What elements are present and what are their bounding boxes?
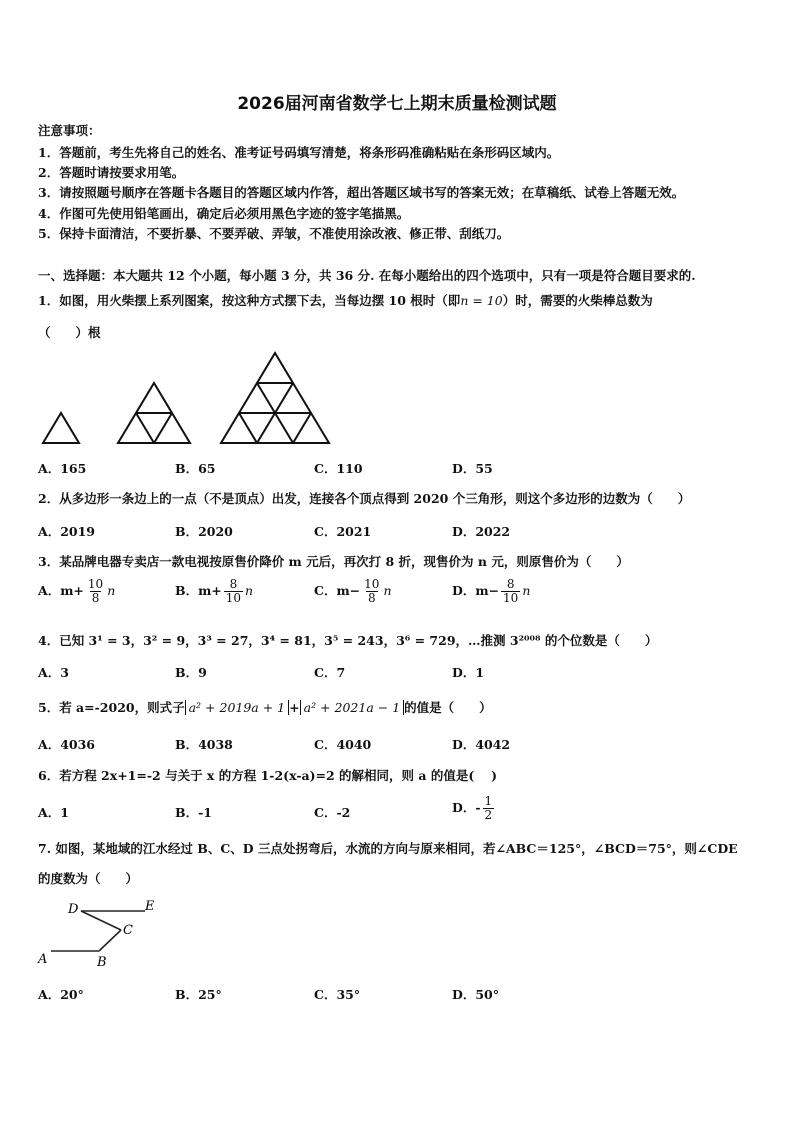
q5-abs-1: a² + 2019a + 1	[185, 700, 290, 715]
q7-option-c[interactable]: C．35°	[314, 987, 361, 1002]
q3-option-a[interactable]	[38, 578, 115, 605]
q5-option-b[interactable]: B．4038	[175, 737, 233, 752]
q3-b-num: 8	[229, 577, 238, 591]
q3-c-num: 10	[364, 577, 380, 591]
q5-abs-2: a² + 2021a − 1	[300, 700, 405, 715]
q1-stem-line2: （ ）根	[38, 325, 101, 340]
q3-a-var: n	[107, 583, 116, 598]
label-a: A	[38, 952, 48, 967]
q2-option-c[interactable]: C．2021	[314, 524, 372, 539]
q1-option-c[interactable]: C．110	[314, 461, 363, 476]
q1-text-a: 1．如图，用火柴摆上系列图案，按这种方式摆下去，当每边摆 10 根时（即	[38, 293, 461, 308]
q2-option-a[interactable]: A．2019	[38, 524, 95, 539]
notice-item-2: 2．答题时请按要求用笔。	[38, 165, 185, 180]
q1-option-a[interactable]: A．165	[38, 461, 87, 476]
q5-stem	[38, 698, 492, 716]
q6-option-a[interactable]: A．1	[38, 805, 69, 820]
q4-number: 4．	[38, 633, 60, 648]
q3-c-var: n	[383, 583, 392, 598]
q5-text-b: 的值是（ ）	[404, 700, 492, 715]
q7-stem-line2: 的度数为（ ）	[38, 871, 139, 886]
segment-cb	[99, 930, 121, 951]
q3-a-label: A．m+	[38, 583, 84, 598]
section-heading: 一、选择题：本大题共 12 个小题，每小题 3 分，共 36 分. 在每小题给出的四个选项中，只有一项是符合题目要求的.	[38, 268, 696, 283]
q7-option-b[interactable]: B．25°	[175, 987, 222, 1002]
q1-stem	[38, 291, 653, 309]
label-b: B	[97, 955, 107, 970]
q2-option-b[interactable]: B．2020	[175, 524, 233, 539]
q3-option-c[interactable]	[314, 578, 392, 605]
figure-3-triangle	[221, 353, 329, 443]
q3-option-b[interactable]	[175, 578, 253, 605]
q3-a-fraction	[86, 578, 105, 605]
q5-plus: +	[289, 700, 300, 715]
q3-b-fraction	[224, 578, 243, 605]
q3-a-den: 8	[91, 591, 100, 605]
figure-1-triangle	[43, 413, 79, 443]
q7-option-d[interactable]: D．50°	[452, 987, 499, 1002]
q1-option-d[interactable]: D．55	[452, 461, 493, 476]
q7-stem-line1: 7. 如图，某地域的江水经过 B、C、D 三点处拐弯后，水流的方向与原来相同，若∠ABC＝125°，∠BCD＝75°，则∠CDE	[38, 841, 738, 856]
q5-option-c[interactable]: C．4040	[314, 737, 372, 752]
q7-river-figure	[35, 893, 175, 973]
q6-option-b[interactable]: B．-1	[175, 805, 212, 820]
q3-d-var: n	[522, 583, 531, 598]
q1-option-b[interactable]: B．65	[175, 461, 216, 476]
q4-option-d[interactable]: D．1	[452, 665, 485, 680]
q7-option-a[interactable]: A．20°	[38, 987, 84, 1002]
q3-d-num: 8	[506, 577, 515, 591]
q3-d-label: D．m−	[452, 583, 500, 598]
q3-d-fraction	[501, 578, 520, 605]
q3-b-label: B．m+	[175, 583, 222, 598]
q6-d-fraction	[483, 795, 495, 822]
label-e: E	[145, 899, 155, 914]
notice-item-4: 4．作图可先使用铅笔画出，确定后必须用黑色字迹的签字笔描黑。	[38, 206, 410, 221]
q3-b-var: n	[245, 583, 254, 598]
q3-stem: 3．某品牌电器专卖店一款电视按原售价降价 m 元后，再次打 8 折，现售价为 n 元，则原售价为（ ）	[38, 554, 629, 569]
label-d: D	[68, 902, 79, 917]
q3-d-den: 10	[503, 591, 519, 605]
q2-option-d[interactable]: D．2022	[452, 524, 511, 539]
q4-text: 已知 3¹ = 3，3² = 9，3³ = 27，3⁴ = 81，3⁵ = 243，3⁶ = 729，…推测 3²⁰⁰⁸ 的个位数是（ ）	[59, 633, 658, 648]
figure-2-triangle	[118, 383, 190, 443]
q4-stem	[38, 631, 657, 649]
q4-option-a[interactable]: A．3	[38, 665, 69, 680]
q1-text-b: ）时，需要的火柴棒总数为	[502, 293, 653, 308]
q3-c-fraction	[362, 578, 381, 605]
q6-d-den: 2	[484, 808, 493, 822]
q6-d-num: 1	[484, 794, 493, 808]
notice-item-3: 3．请按照题号顺序在答题卡各题目的答题区域内作答，超出答题区域书写的答案无效；在草稿纸、试卷上答题无效。	[38, 185, 685, 200]
q6-option-d[interactable]	[452, 795, 496, 822]
q3-b-den: 10	[225, 591, 242, 605]
notice-item-5: 5．保持卡面清洁，不要折暴、不要弄破、弄皱，不准使用涂改液、修正带、刮纸刀。	[38, 226, 510, 241]
q5-text-a: 5．若 a=-2020，则式子	[38, 700, 185, 715]
q4-option-c[interactable]: C．7	[314, 665, 346, 680]
q6-option-c[interactable]: C．-2	[314, 805, 351, 820]
notice-item-1: 1．答题前，考生先将自己的姓名、准考证号码填写清楚，将条形码准确粘贴在条形码区域内。	[38, 145, 560, 160]
q6-stem: 6．若方程 2x+1=-2 与关于 x 的方程 1-2(x-a)=2 的解相同，则 a 的值是( )	[38, 768, 498, 783]
q5-option-a[interactable]: A．4036	[38, 737, 95, 752]
segment-dc	[81, 911, 121, 930]
q3-c-den: 8	[367, 591, 376, 605]
q5-option-d[interactable]: D．4042	[452, 737, 511, 752]
q3-option-d[interactable]	[452, 578, 530, 605]
q6-d-label: D．-	[452, 800, 481, 815]
q1-math: n = 10	[460, 293, 503, 308]
q3-a-num: 10	[87, 577, 104, 591]
page-title: 2026届河南省数学七上期末质量检测试题	[237, 94, 557, 114]
label-c: C	[123, 923, 133, 938]
q4-option-b[interactable]: B．9	[175, 665, 207, 680]
q3-c-label: C．m−	[314, 583, 361, 598]
q2-stem: 2．从多边形一条边上的一点（不是顶点）出发，连接各个顶点得到 2020 个三角形，则这个多边形的边数为（ ）	[38, 491, 691, 506]
notice-heading: 注意事项：	[38, 123, 101, 138]
q1-matchstick-figure	[38, 348, 338, 448]
